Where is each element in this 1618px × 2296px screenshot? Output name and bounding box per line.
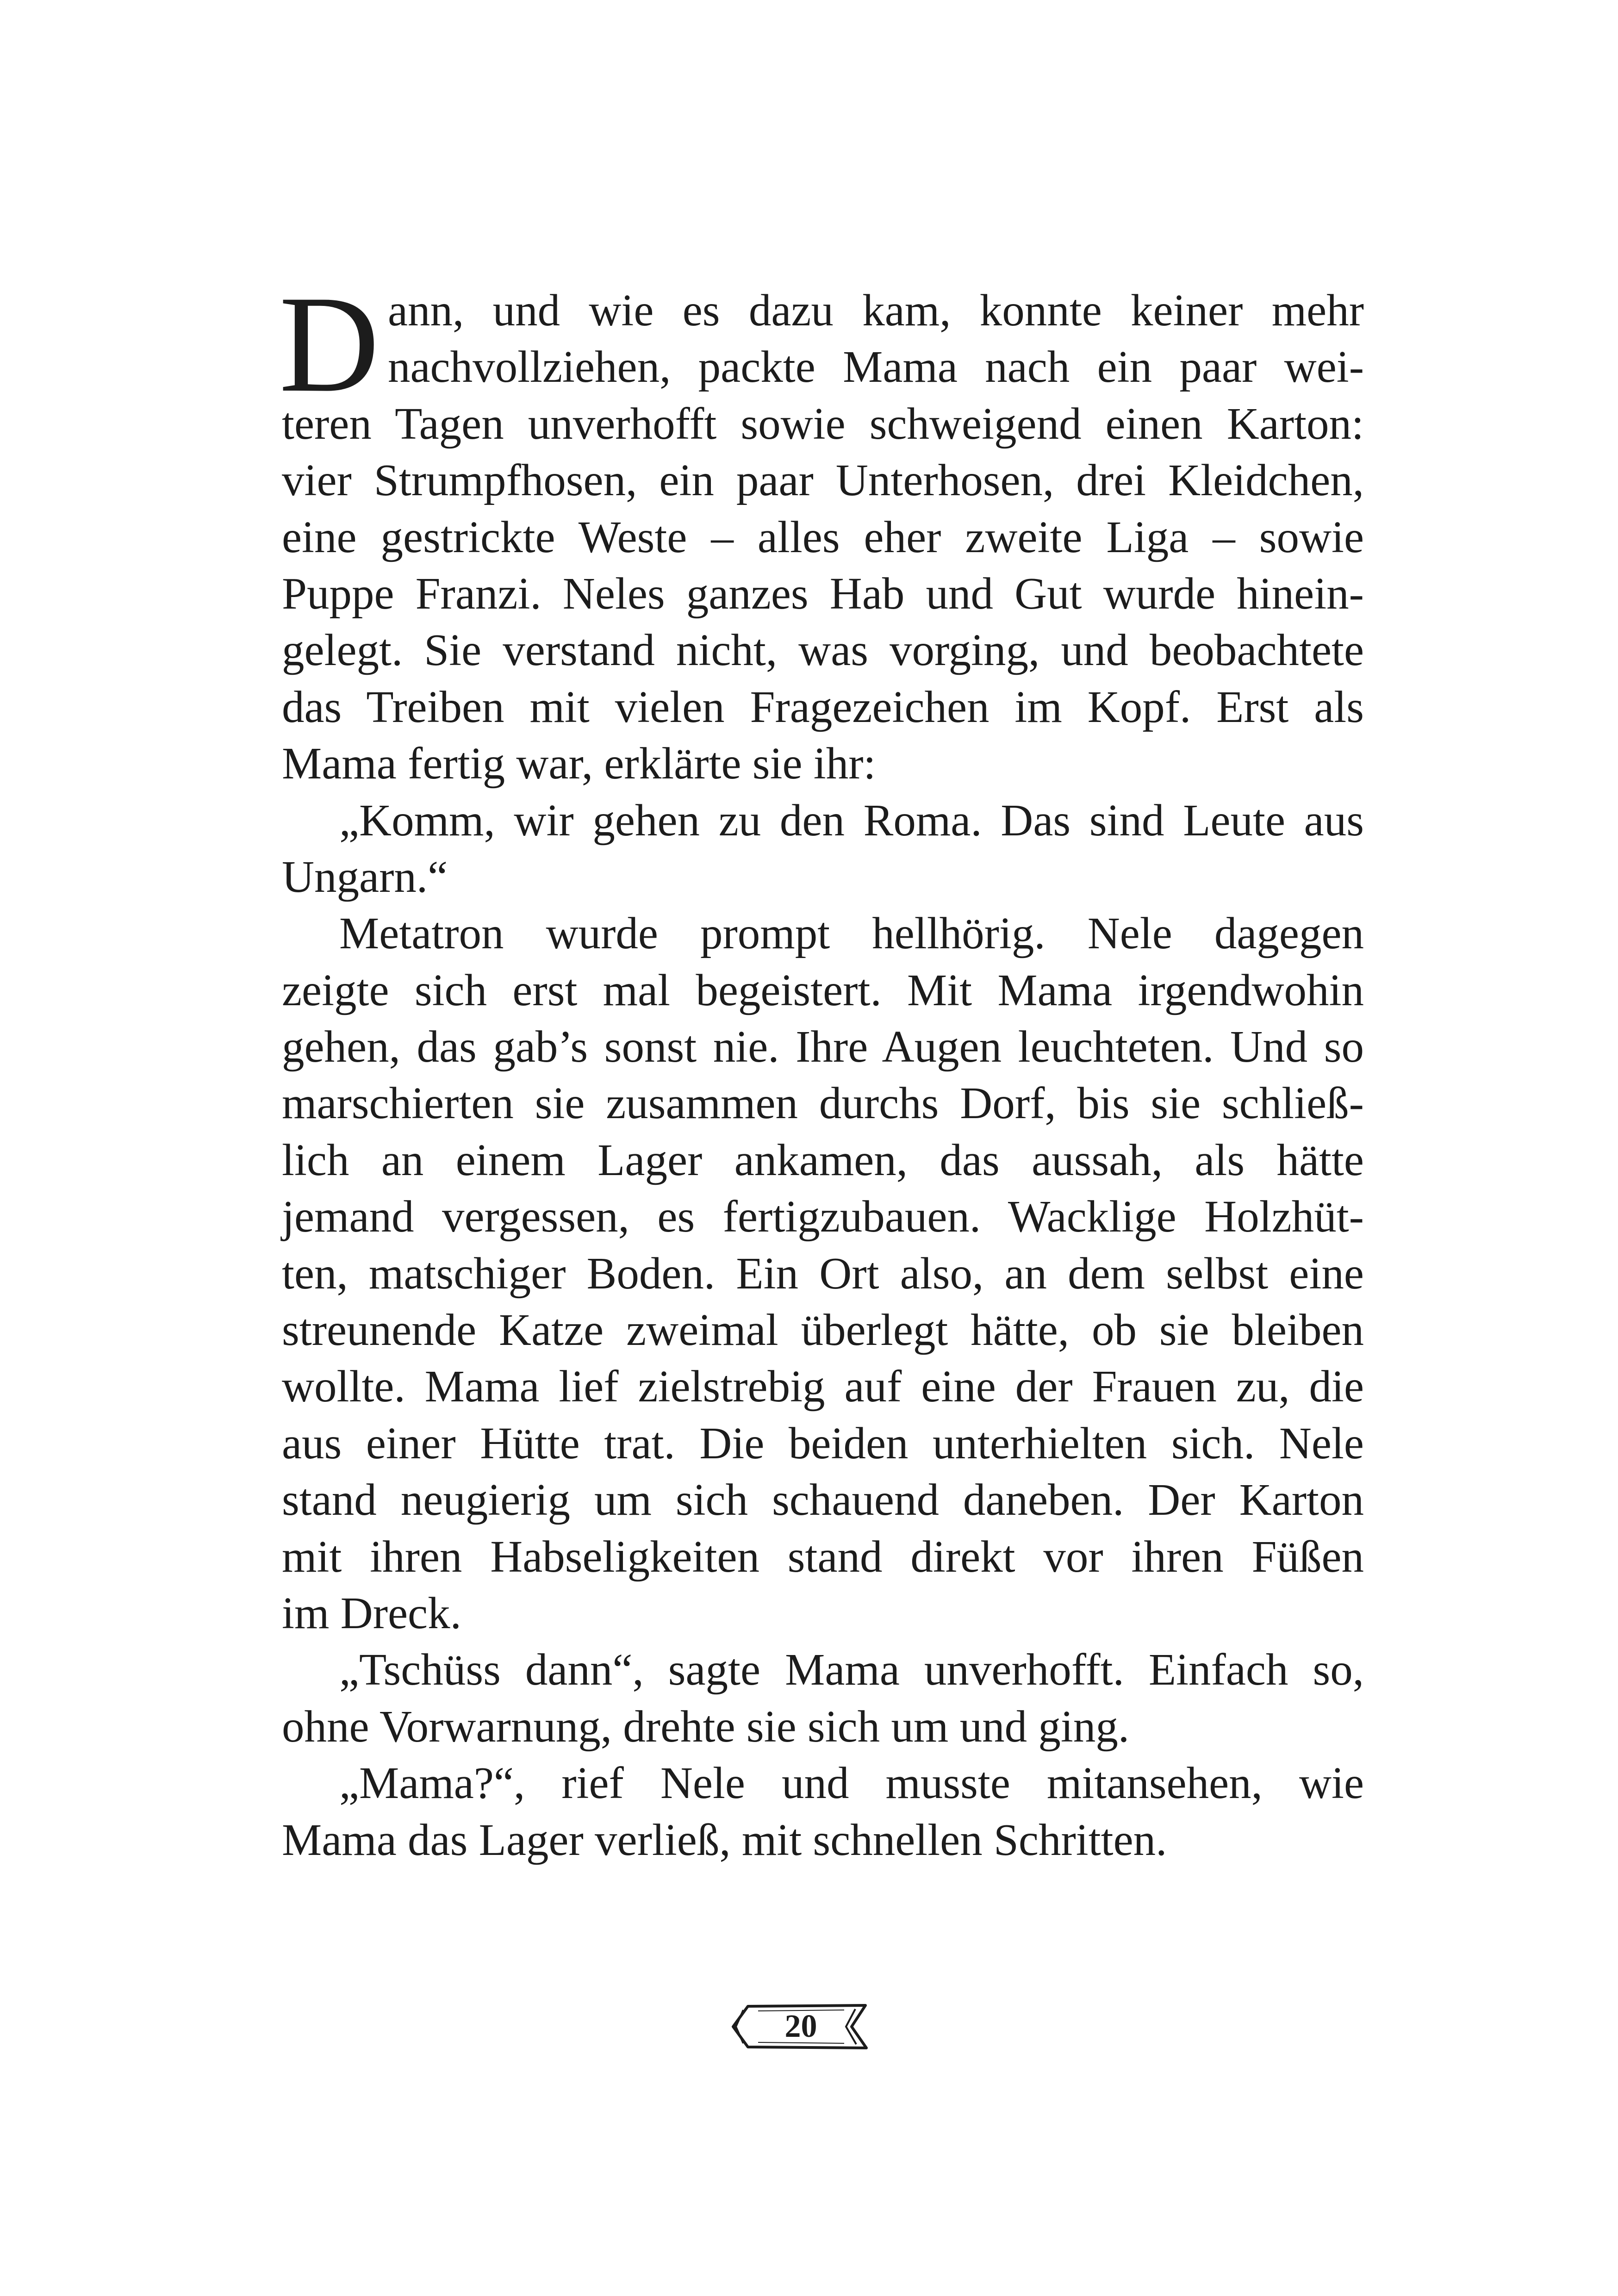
text-line: stand neugierig um sich schauend daneben. Der Karton: [282, 1475, 1364, 1525]
text-line: marschierten sie zusammen durchs Dorf, bis sie schließ-: [282, 1078, 1364, 1128]
text-line: jemand vergessen, es fertigzubauen. Wacklige Holzhüt-: [282, 1192, 1364, 1242]
text-line: ohne Vorwarnung, drehte sie sich um und ging.: [282, 1701, 1130, 1751]
text-line: Puppe Franzi. Neles ganzes Hab und Gut wurde hinein-: [282, 568, 1364, 618]
page-number: 20: [784, 2009, 817, 2044]
text-line: Ungarn.“: [282, 852, 448, 902]
text-line: das Treiben mit vielen Fragezeichen im Kopf. Erst als: [282, 682, 1364, 732]
text-line: Metatron wurde prompt hellhörig. Nele dagegen: [339, 908, 1364, 958]
text-line: Mama fertig war, erklärte sie ihr:: [282, 739, 876, 789]
text-line: „Mama?“, rief Nele und musste mitansehen, wie: [339, 1758, 1364, 1808]
text-line: „Komm, wir gehen zu den Roma. Das sind Leute aus: [339, 795, 1364, 845]
text-line: eine gestrickte Weste – alles eher zweite Liga – sowie: [282, 512, 1364, 562]
page-number-badge: [730, 2001, 871, 2053]
text-line: gelegt. Sie verstand nicht, was vorging, und beobachtete: [282, 625, 1364, 675]
text-line: ann, und wie es dazu kam, konnte keiner mehr: [388, 286, 1364, 335]
text-line: vier Strumpfhosen, ein paar Unterhosen, drei Kleidchen,: [282, 455, 1364, 505]
text-line: ten, matschiger Boden. Ein Ort also, an dem selbst eine: [282, 1248, 1364, 1298]
text-line: nachvollziehen, packte Mama nach ein paar wei-: [388, 342, 1364, 392]
text-line: Mama das Lager verließ, mit schnellen Schritten.: [282, 1815, 1167, 1865]
text-line: mit ihren Habseligkeiten stand direkt vor ihren Füßen: [282, 1531, 1364, 1581]
drop-cap: D: [279, 267, 380, 421]
body-text: [279, 267, 1364, 1868]
text-line: aus einer Hütte trat. Die beiden unterhielten sich. Nele: [282, 1418, 1364, 1468]
text-line: im Dreck.: [282, 1588, 461, 1638]
text-line: lich an einem Lager ankamen, das aussah, als hätte: [282, 1135, 1364, 1185]
text-line: teren Tagen unverhofft sowie schweigend einen Karton:: [282, 398, 1364, 448]
text-line: wollte. Mama lief zielstrebig auf eine der Frauen zu, die: [282, 1362, 1364, 1412]
text-line: gehen, das gab’s sonst nie. Ihre Augen leuchteten. Und so: [282, 1022, 1364, 1072]
text-line: „Tschüss dann“, sagte Mama unverhofft. Einfach so,: [339, 1645, 1364, 1695]
opening-paragraph-lines: [279, 267, 1364, 421]
text-line: streunende Katze zweimal überlegt hätte, ob sie bleiben: [282, 1305, 1364, 1355]
text-line: zeigte sich erst mal begeistert. Mit Mama irgendwohin: [282, 965, 1364, 1015]
